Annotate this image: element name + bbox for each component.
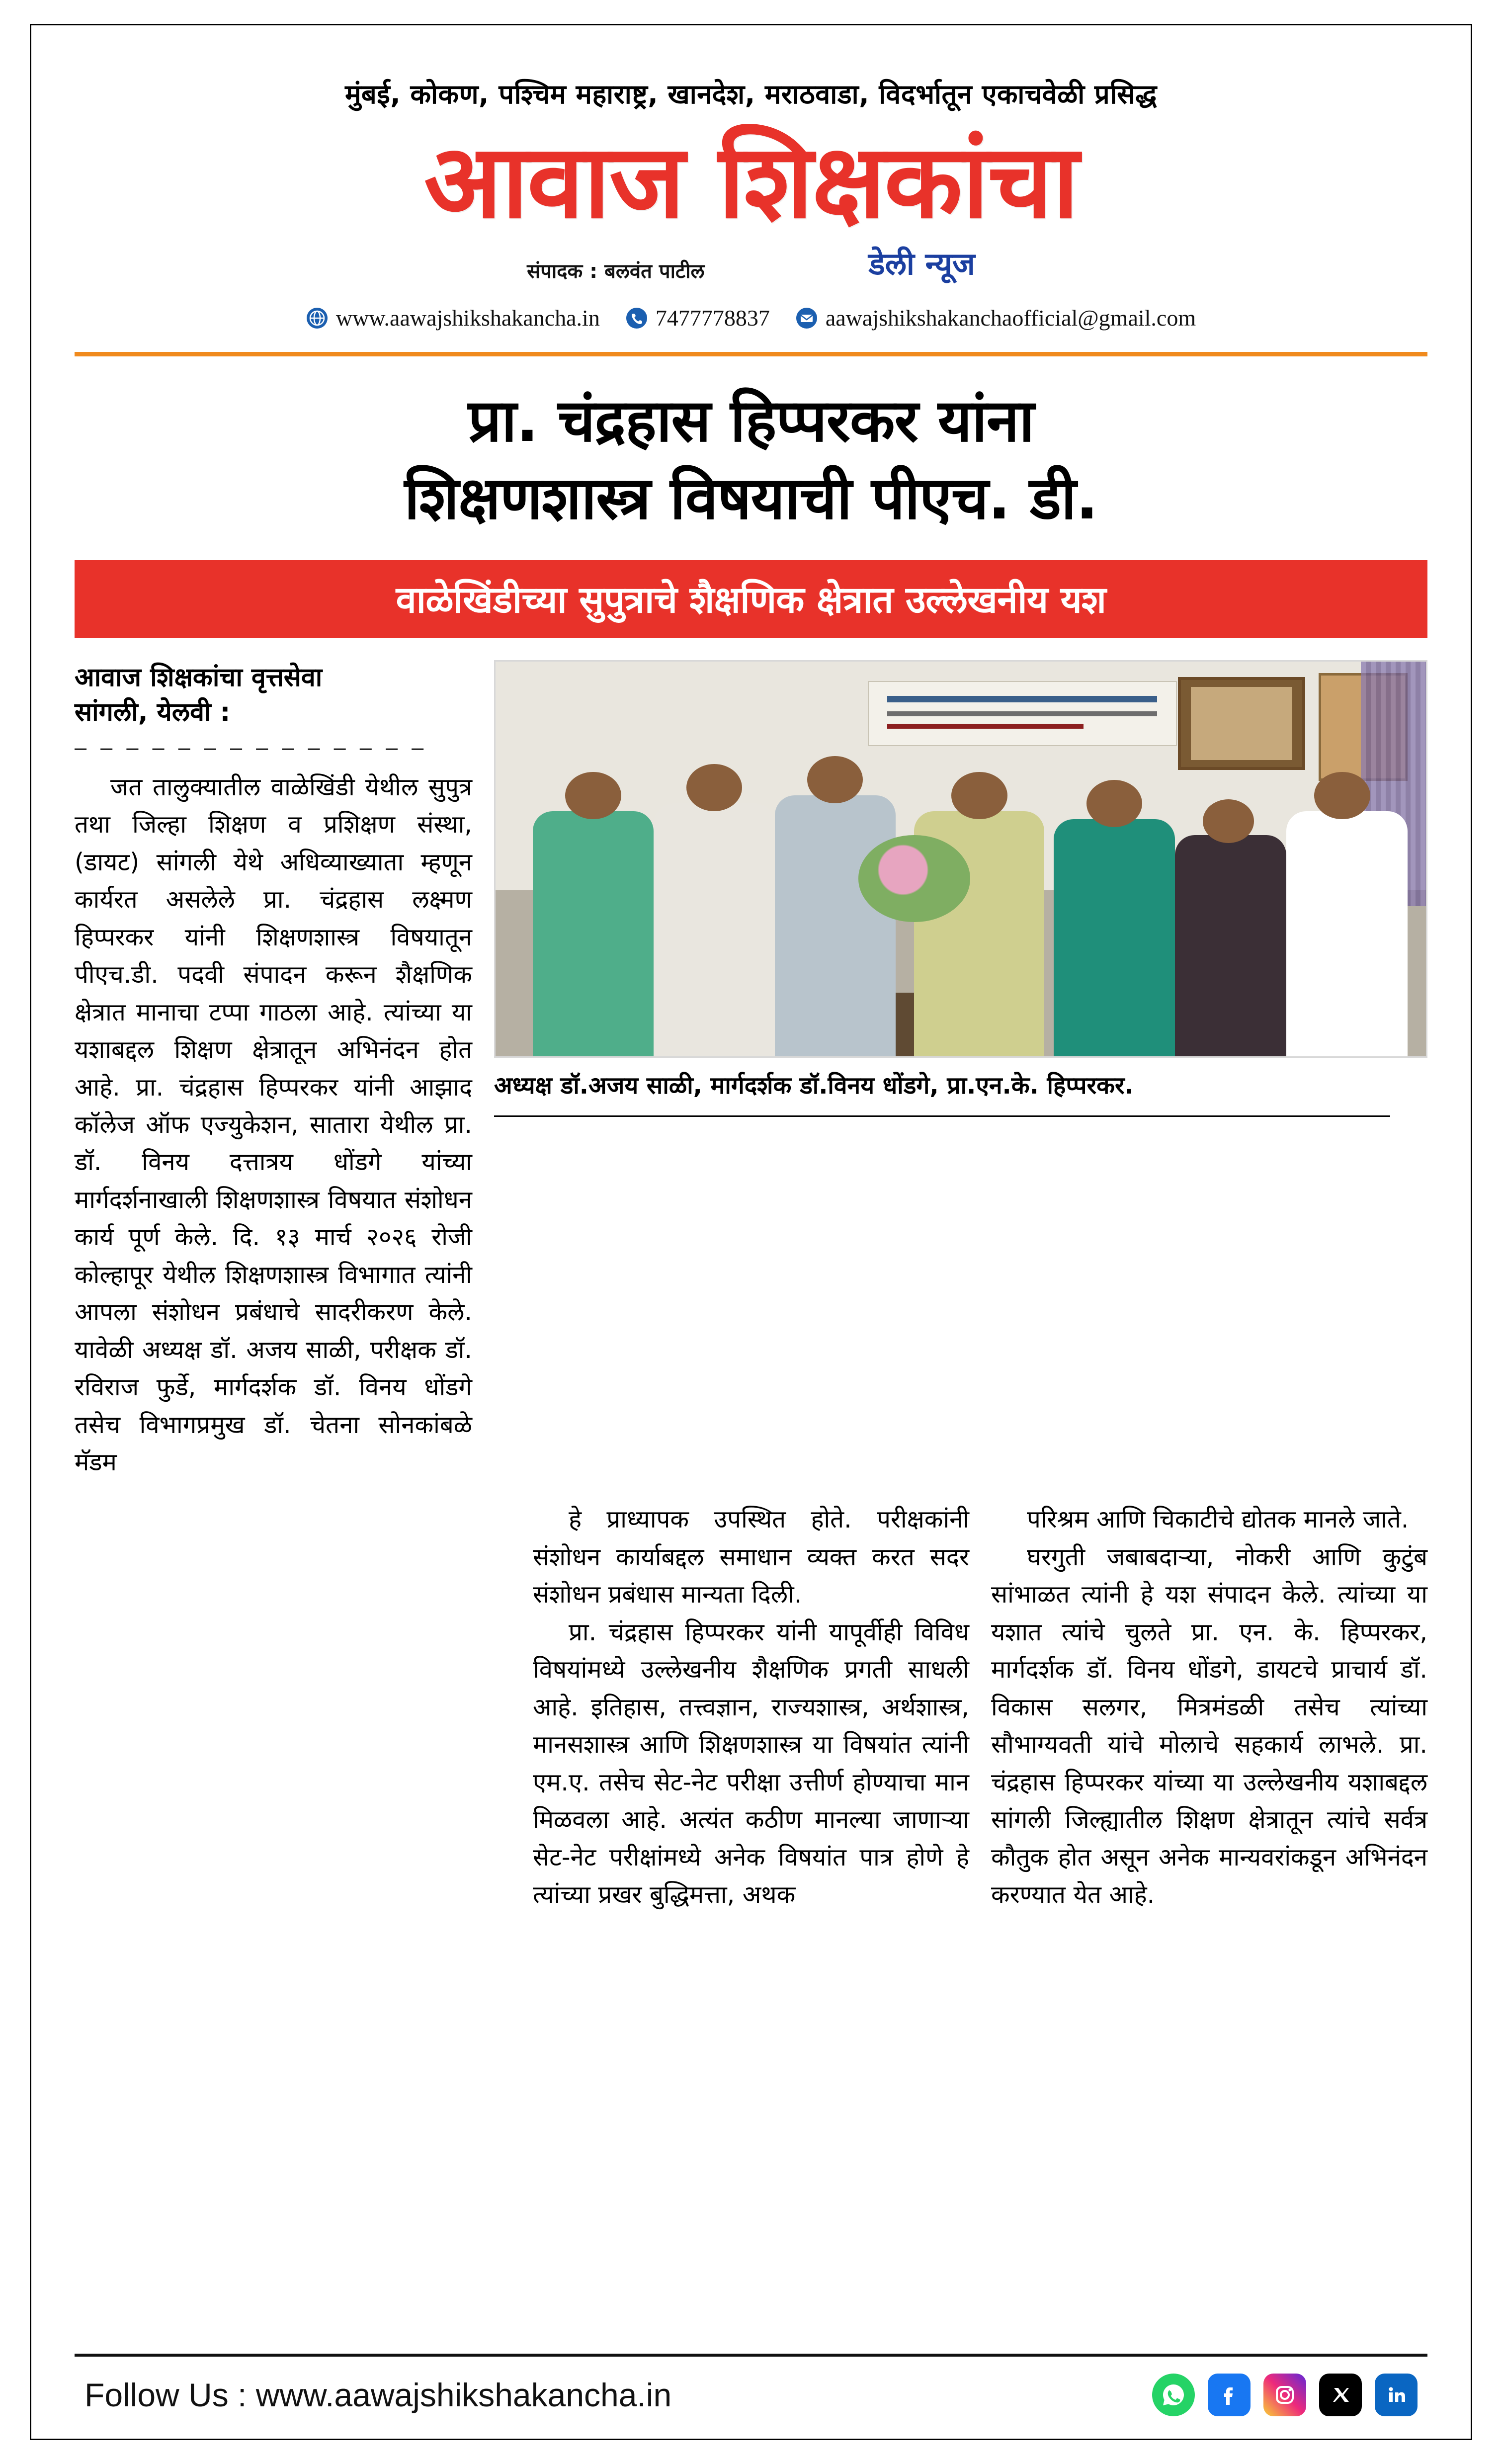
person-1-head	[565, 772, 621, 819]
headline-line-2: शिक्षणशास्त्र विषयाची पीएच. डी.	[404, 463, 1098, 532]
paragraph: प्रा. चंद्रहास हिप्परकर यांनी यापूर्वीही विविध विषयांमध्ये उल्लेखनीय शैक्षणिक प्रगती साधली आहे. इतिहास, तत्त्वज्ञान, राज्यशास्त्र, अर्थशास्त्र, मानसशास्त्र आणि शिक्षणशास्त्र या विषयांत त्यांनी एम.ए. तसेच सेट-नेट परीक्षा उत्तीर्ण होण्याचा मान मिळवला आहे. अत्यंत कठीण मानल्या जाणाऱ्या सेट-नेट परीक्षांमध्ये अनेक विषयांत पात्र होणे हे त्यांच्या प्रखर बुद्धिमत्ता, अथक	[533, 1617, 969, 1909]
masthead	[75, 0, 1427, 356]
byline-line-2: सांगली, येलवी :	[75, 697, 231, 727]
social-links	[1152, 2374, 1418, 2416]
headline-line-1: प्रा. चंद्रहास हिप्परकर यांना	[468, 386, 1034, 455]
paragraph: हे प्राध्यापक उपस्थित होते. परीक्षकांनी संशोधन कार्याबद्दल समाधान व्यक्त करत सदर संशोधन प्रबंधास मान्यता दिली.	[533, 1505, 969, 1609]
backdrop-banner	[868, 681, 1177, 746]
page-footer	[75, 2354, 1427, 2416]
person-5-head	[1086, 780, 1142, 827]
article-lower-columns	[75, 1501, 1427, 1913]
person-4-head	[951, 772, 1007, 819]
daily-news-label: डेली न्यूज	[868, 246, 975, 282]
paragraph: घरगुती जबाबदाऱ्या, नोकरी आणि कुटुंब सांभाळत त्यांनी हे यश संपादन केले. त्यांच्या या यशात त्यांचे चुलते प्रा. एन. के. हिप्परकर, मार्गदर्शक डॉ. विनय धोंडगे, डायटचे प्राचार्य डॉ. विकास सलगर, मित्रमंडळी तसेच त्यांच्या सौभाग्यवती यांचे मोलाचे सहकार्य लाभले. प्रा. चंद्रहास हिप्परकर यांच्या या उल्लेखनीय यशाबद्दल सांगली जिल्ह्यातील शिक्षण क्षेत्रातून त्यांचे सर्वत्र कौतुक होत असून अनेक मान्यवरांकडून अभिनंदन करण्यात येत आहे.	[991, 1542, 1427, 1909]
globe-icon	[306, 307, 328, 329]
whatsapp-icon[interactable]	[1152, 2374, 1195, 2416]
paragraph: जत तालुक्यातील वाळेखिंडी येथील सुपुत्र तथा जिल्हा शिक्षण व प्रशिक्षण संस्था, (डायट) सांगली येथे अधिव्याख्याता म्हणून कार्यरत असलेले प्रा. चंद्रहास लक्ष्मण हिप्परकर यांनी शिक्षणशास्त्र विषयातून पीएच.डी. पदवी संपादन करून शैक्षणिक क्षेत्रात मानाचा टप्पा गाठला आहे. त्यांच्या या यशाबद्दल शिक्षण क्षेत्रातून अभिनंदन होत आहे. प्रा. चंद्रहास हिप्परकर यांनी आझाद कॉलेज ऑफ एज्युकेशन, सातारा येथील प्रा. डॉ. विनय दत्तात्रय धोंडगे यांच्या मार्गदर्शनाखाली शिक्षणशास्त्र विषयात संशोधन कार्य पूर्ण केले. दि. १३ मार्च २०२६ रोजी कोल्हापूर येथील शिक्षणशास्त्र विभागात त्यांनी आपला संशोधन प्रबंधाचे सादरीकरण केले. यावेळी अध्यक्ष डॉ. अजय साळी, परीक्षक डॉ. रविराज फुर्डे, मार्गदर्शक डॉ. विनय धोंडगे तसेच विभागप्रमुख डॉ. चेतना सोनकांबळे मॅडम	[75, 772, 472, 1477]
editor-row	[75, 242, 1427, 284]
article-column-middle	[533, 1501, 969, 1913]
article-photo-block	[494, 660, 1427, 1117]
article-column-left	[75, 660, 472, 1481]
masthead-tagline: मुंबई, कोकण, पश्चिम महाराष्ट्र, खानदेश, मराठवाडा, विदर्भातून एकाचवेळी प्रसिद्ध	[345, 79, 1157, 110]
phone-icon	[626, 307, 648, 329]
person-3-head	[807, 756, 863, 803]
linkedin-icon[interactable]	[1375, 2374, 1418, 2416]
email-contact[interactable]	[796, 305, 1196, 331]
editor-name: संपादक : बलवंत पाटील	[527, 260, 705, 283]
article-headline	[75, 382, 1427, 537]
phone-text: 7477778837	[655, 305, 770, 331]
person-2-head	[686, 764, 742, 811]
article-top-zone	[75, 660, 1427, 1481]
email-icon	[796, 307, 818, 329]
person-6	[1175, 835, 1287, 1056]
article-subhead-band: वाळेखिंडीच्या सुपुत्राचे शैक्षणिक क्षेत्रात उल्लेखनीय यश	[75, 560, 1427, 638]
email-text: aawajshikshakanchaofficial@gmail.com	[825, 305, 1196, 331]
article-content	[75, 660, 1427, 1914]
follow-us-text: Follow Us : www.aawajshikshakancha.in	[84, 2377, 672, 2413]
instagram-icon[interactable]	[1263, 2374, 1306, 2416]
photo-caption: अध्यक्ष डॉ.अजय साळी, मार्गदर्शक डॉ.विनय धोंडगे, प्रा.एन.के. हिप्परकर.	[494, 1071, 1134, 1100]
facebook-icon[interactable]	[1208, 2374, 1251, 2416]
byline-line-1: आवाज शिक्षकांचा वृत्तसेवा	[75, 662, 323, 692]
masthead-divider	[75, 352, 1427, 356]
article-column-right	[991, 1501, 1427, 1913]
article-photo	[494, 660, 1427, 1058]
person-3	[775, 795, 896, 1056]
masthead-title: आवाज शिक्षकांचा	[424, 123, 1078, 241]
x-icon[interactable]	[1319, 2374, 1362, 2416]
website-contact[interactable]	[306, 305, 600, 331]
person-7-head	[1314, 772, 1370, 819]
phone-contact[interactable]	[626, 305, 770, 331]
bouquet	[858, 835, 970, 922]
paragraph: परिश्रम आणि चिकाटीचे द्योतक मानले जाते.	[1027, 1505, 1409, 1534]
article-body-left	[75, 768, 472, 1481]
person-1	[533, 811, 654, 1056]
wall-frame-1	[1178, 677, 1305, 770]
contact-row	[75, 305, 1427, 331]
website-text: www.aawajshikshakancha.in	[335, 305, 600, 331]
person-6-head	[1203, 799, 1254, 843]
person-7	[1286, 811, 1407, 1056]
person-5	[1054, 819, 1174, 1056]
caption-divider	[494, 1115, 1390, 1117]
person-2	[654, 803, 774, 1056]
byline	[75, 660, 472, 730]
byline-dashes: – – – – – – – – – – – – – –	[75, 736, 425, 760]
